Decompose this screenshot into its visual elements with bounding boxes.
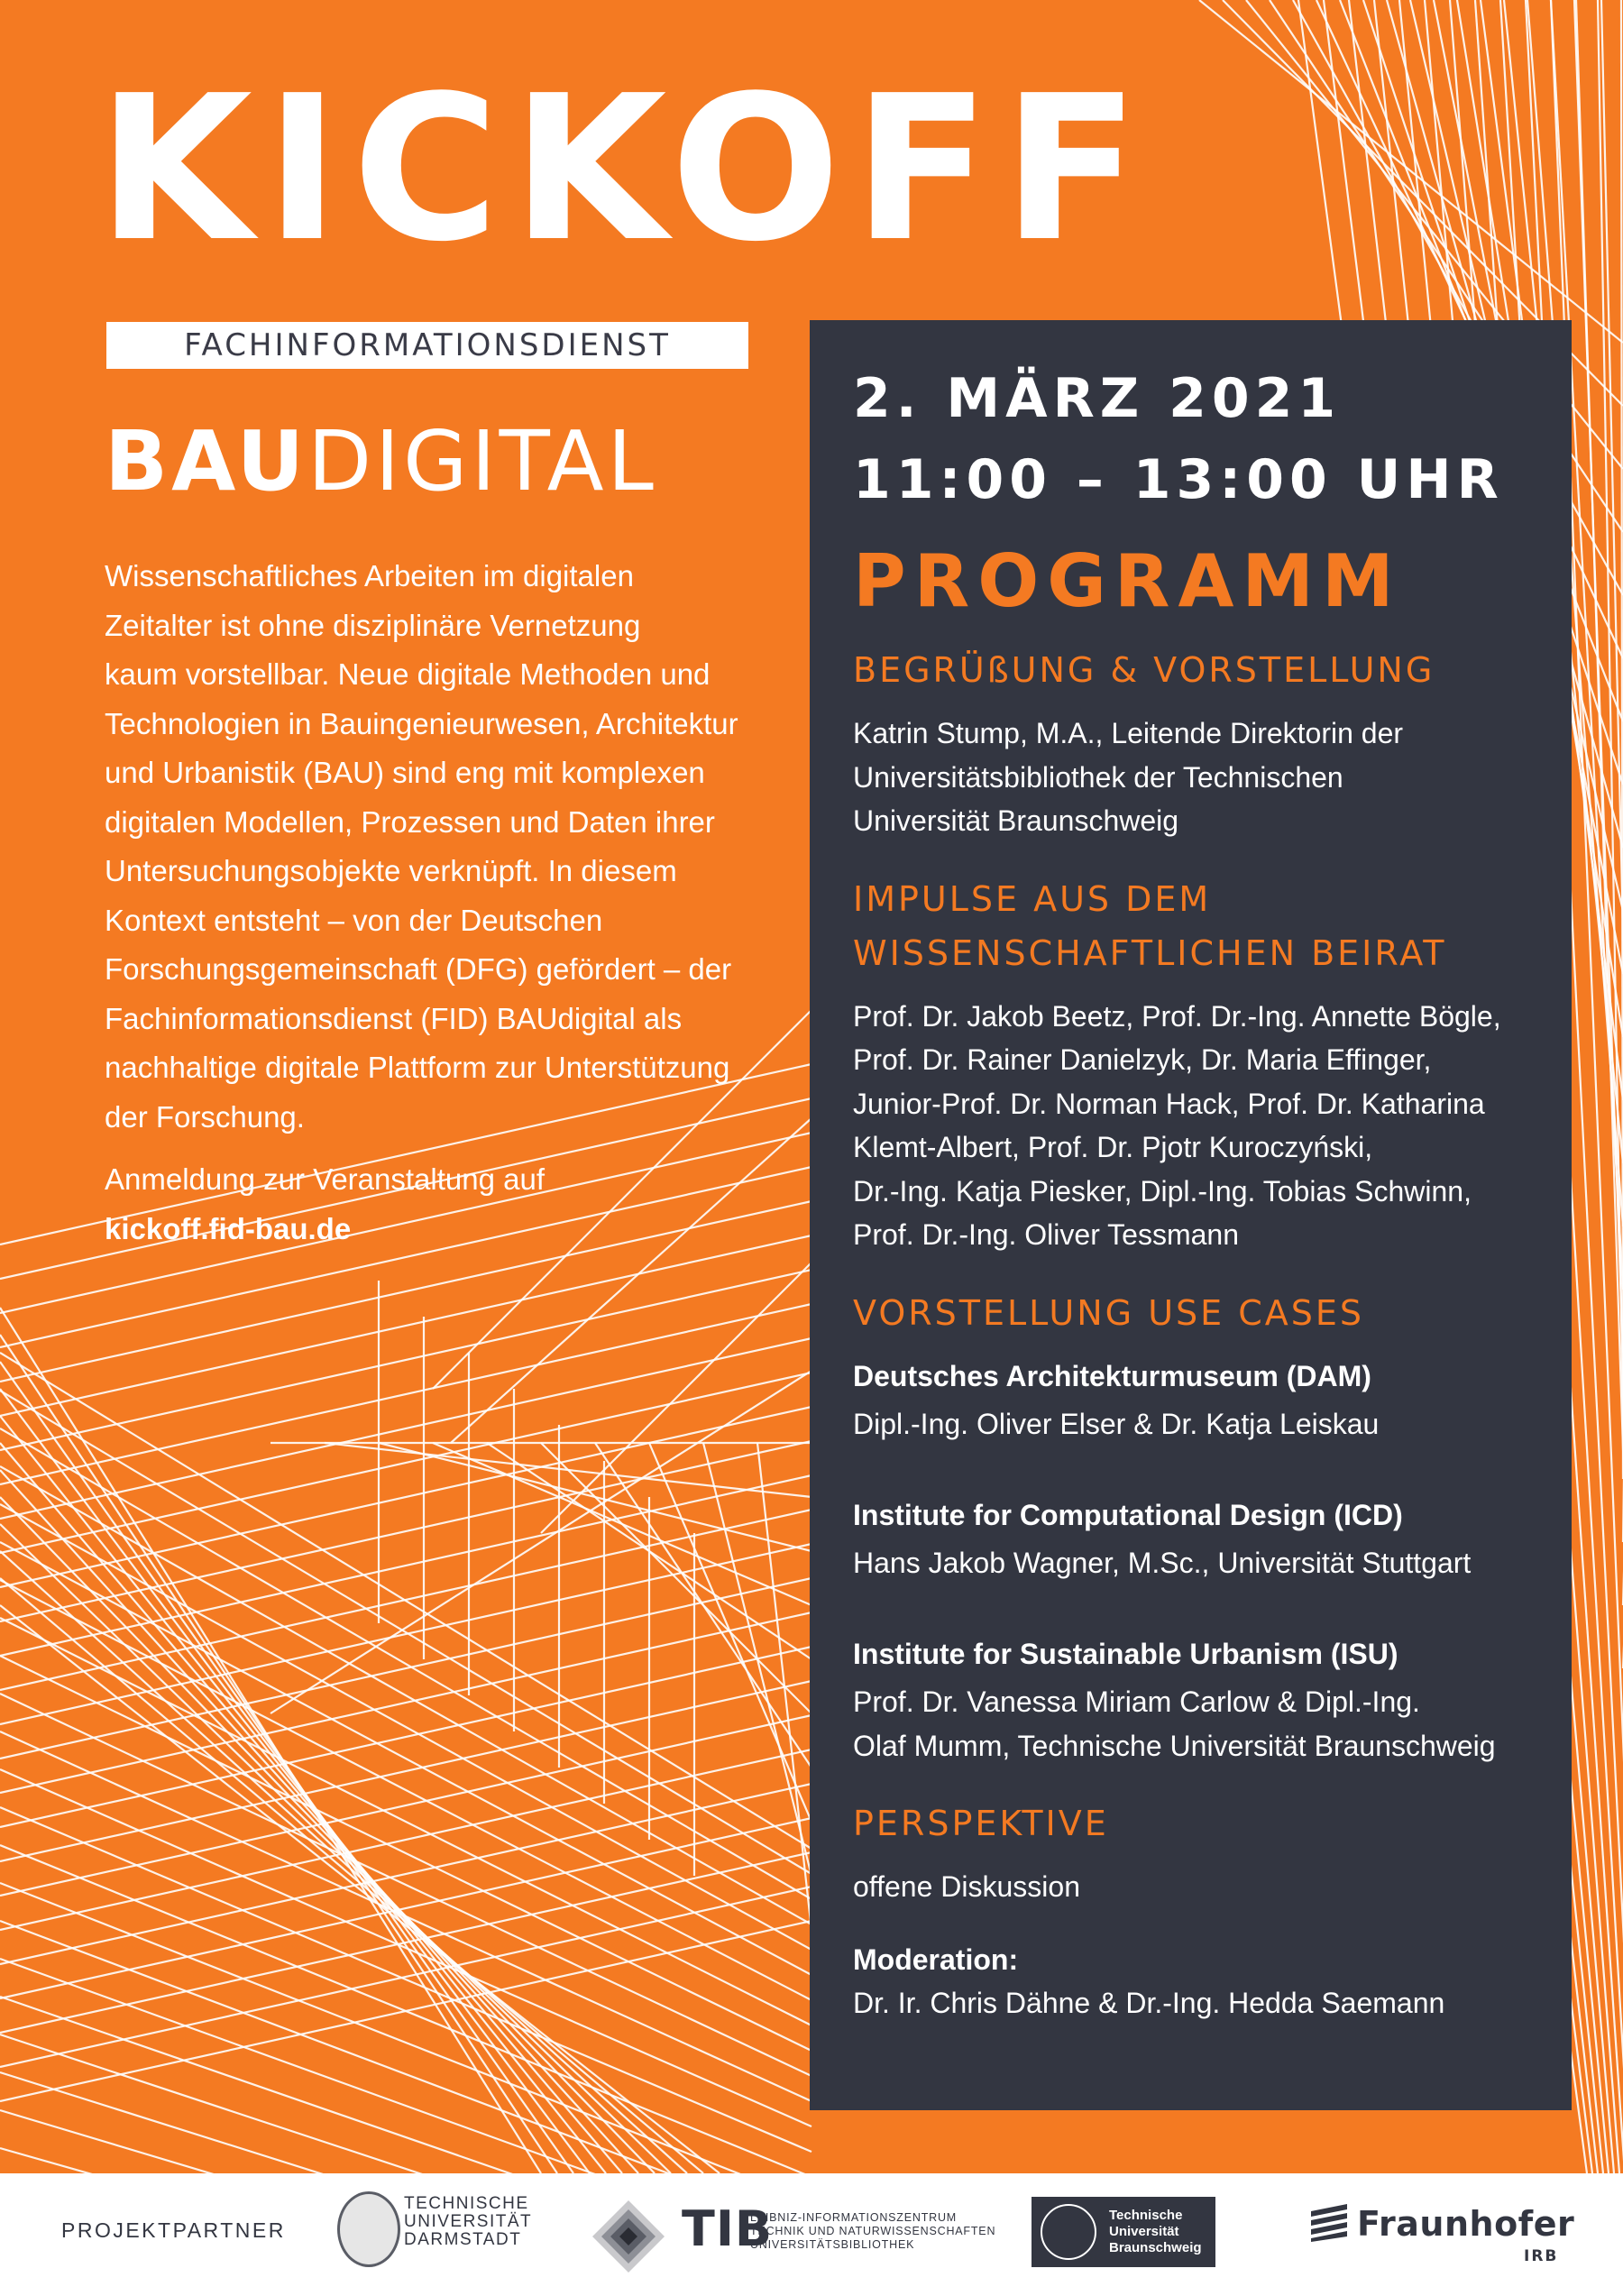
intro-line: Forschungsgemeinschaft (DFG) gefördert – der [105, 952, 732, 986]
impulse-text [853, 995, 1530, 1257]
impulse-heading [853, 872, 1530, 980]
use-case-isu [853, 1632, 1530, 1768]
pattern-line [0, 1362, 573, 2173]
intro-line: und Urbanistik (BAU) sind eng mit komplexen [105, 756, 705, 789]
baudigital-wordmark [105, 413, 657, 510]
pattern-line [0, 2110, 812, 2173]
pattern-line [703, 1443, 812, 1876]
intro-line: Zeitalter ist ohne disziplinäre Vernetzung [105, 608, 641, 642]
tu-braunschweig-seal-icon [1041, 2204, 1096, 2260]
pattern-line [0, 1656, 812, 2051]
use-case-icd [853, 1493, 1530, 1585]
use-case-dam [853, 1355, 1530, 1446]
tib-line: LEIBNIZ-INFORMATIONSZENTRUM [750, 2211, 958, 2224]
pattern-line [0, 1612, 812, 1793]
pattern-line [0, 1389, 590, 2173]
pattern-line [0, 1818, 812, 1998]
tubs-line: Braunschweig [1109, 2240, 1202, 2255]
impulse-line: Dr.-Ing. Katja Piesker, Dipl.-Ing. Tobias Schwinn, [853, 1174, 1472, 1208]
intro-line: Wissenschaftliches Arbeiten im digitalen [105, 559, 634, 592]
pattern-line [0, 1750, 812, 1930]
pattern-line [0, 1887, 812, 2067]
pattern-line [0, 1338, 812, 1519]
use-cases-heading: VORSTELLUNG USE CASES [853, 1292, 1365, 1333]
tud-line: UNIVERSITÄT [404, 2212, 533, 2231]
pattern-line [0, 1441, 812, 1621]
intro-line: nachhaltige digitale Plattform zur Unterstützung [105, 1051, 730, 1084]
fraunhofer-icon [1309, 2202, 1349, 2242]
pattern-line [0, 1470, 638, 2173]
event-date: 2. MÄRZ 2021 [853, 367, 1342, 430]
use-case-line: Dipl.-Ing. Oliver Elser & Dr. Katja Leiskau [853, 1408, 1380, 1440]
impulse-heading-line: IMPULSE AUS DEM [853, 878, 1212, 919]
welcome-line: Universität Braunschweig [853, 804, 1179, 837]
impulse-line: Prof. Dr.-Ing. Oliver Tessmann [853, 1218, 1239, 1251]
programm-heading: PROGRAMM [853, 539, 1402, 623]
pattern-line [0, 1416, 606, 2173]
pattern-line [0, 1845, 812, 2173]
pattern-line [0, 2034, 812, 2173]
impulse-line: Klemt-Albert, Prof. Dr. Pjotr Kuroczyński, [853, 1131, 1373, 1163]
moderation-text: Dr. Ir. Chris Dähne & Dr.-Ing. Hedda Saemann [853, 1987, 1445, 2019]
tib-logo: TIB [682, 2200, 774, 2257]
pattern-line [0, 1715, 812, 1896]
pattern-line [0, 1542, 812, 1975]
pattern-line [0, 1235, 812, 1416]
pattern-line [0, 1524, 671, 2173]
welcome-heading: BEGRÜßUNG & VORSTELLUNG [853, 650, 1435, 690]
pattern-line [0, 2072, 812, 2173]
brand-bold: BAU [105, 413, 308, 510]
impulse-heading-line: WISSENSCHAFTLICHEN BEIRAT [853, 932, 1447, 973]
pattern-line [0, 1681, 812, 1861]
intro-line: Untersuchungsobjekte verknüpft. In diesem [105, 854, 677, 887]
welcome-text [853, 712, 1530, 843]
use-case-title: Deutsches Architekturmuseum (DAM) [853, 1359, 1371, 1392]
moderation-label: Moderation: [853, 1942, 1019, 1976]
use-case-line: Hans Jakob Wagner, M.Sc., Universität Stuttgart [853, 1547, 1472, 1579]
tib-line: TECHNIK UND NATURWISSENSCHAFTEN [750, 2225, 996, 2237]
tud-line: TECHNISCHE [404, 2194, 529, 2213]
pattern-line [0, 1497, 655, 2173]
brand-light: DIGITAL [307, 413, 657, 510]
partners-label: PROJEKTPARTNER [61, 2218, 286, 2242]
impulse-line: Prof. Dr. Jakob Beetz, Prof. Dr.-Ing. Annette Bögle, [853, 999, 1501, 1033]
pattern-line [270, 1371, 812, 1713]
intro-line: Kontext entsteht – von der Deutschen [105, 903, 603, 937]
fraunhofer-logo: Fraunhofer [1357, 2204, 1575, 2244]
tubs-text [1109, 2208, 1202, 2256]
intro-line: der Forschung. [105, 1099, 305, 1134]
tib-description [750, 2211, 995, 2252]
impulse-line: Prof. Dr. Rainer Danielzyk, Dr. Maria Effinger, [853, 1043, 1432, 1076]
perspektive-heading: PERSPEKTIVE [853, 1804, 1109, 1843]
tubs-line: Technische [1109, 2208, 1183, 2223]
tud-line: DARMSTADT [404, 2230, 522, 2249]
welcome-line: Universitätsbibliothek der Technischen [853, 760, 1343, 794]
pattern-line [0, 1578, 703, 2173]
fachinformationsdienst-label: FACHINFORMATIONSDIENST [106, 322, 748, 369]
intro-text [105, 552, 790, 1142]
pattern-line [0, 1270, 812, 1450]
tu-darmstadt-seal-icon [337, 2191, 400, 2267]
perspektive-text: offene Diskussion [853, 1870, 1080, 1903]
tib-cube-icon [591, 2199, 666, 2274]
pattern-line [0, 1304, 812, 1484]
pattern-line [0, 1353, 812, 1849]
use-case-title: Institute for Computational Design (ICD) [853, 1498, 1403, 1531]
fraunhofer-irb: IRB [1524, 2247, 1559, 2265]
impulse-line: Junior-Prof. Dr. Norman Hack, Prof. Dr. Katharina [853, 1087, 1485, 1120]
pattern-line [0, 1807, 812, 2152]
tubs-line: Universität [1109, 2224, 1179, 2239]
registration-link[interactable]: kickoff.fid-bau.de [105, 1212, 352, 1245]
pattern-line [0, 1647, 812, 1827]
event-time: 11:00 – 13:00 UHR [853, 448, 1504, 511]
program-panel [810, 320, 1572, 2110]
intro-line: digitalen Modellen, Prozessen und Daten ihrer [105, 804, 715, 839]
use-case-title: Institute for Sustainable Urbanism (ISU) [853, 1637, 1398, 1670]
intro-line: Technologien in Bauingenieurwesen, Architektur [105, 706, 738, 740]
pattern-line [0, 1694, 812, 2076]
tu-darmstadt-logo [404, 2194, 533, 2249]
tib-line: UNIVERSITÄTSBIBLIOTHEK [750, 2238, 915, 2251]
partner-footer [0, 2173, 1623, 2296]
pattern-line [0, 1618, 812, 2025]
use-case-line: Prof. Dr. Vanessa Miriam Carlow & Dipl.-Ing. [853, 1685, 1420, 1718]
welcome-line: Katrin Stump, M.A., Leitende Direktorin der [853, 717, 1404, 749]
use-case-line: Olaf Mumm, Technische Universität Braunschweig [853, 1729, 1496, 1762]
registration-label: Anmeldung zur Veranstaltung auf [105, 1162, 545, 1196]
tu-braunschweig-logo [1032, 2197, 1215, 2267]
registration [105, 1154, 790, 1254]
intro-line: kaum vorstellbar. Neue digitale Methoden und [105, 657, 711, 691]
pattern-line [595, 1443, 812, 1768]
intro-line: Fachinformationsdienst (FID) BAUdigital als [105, 1001, 683, 1035]
pattern-line [0, 1852, 812, 2033]
pattern-line [0, 1407, 812, 1587]
pattern-line [0, 1551, 687, 2173]
kickoff-title: KICKOFF [97, 53, 1152, 286]
